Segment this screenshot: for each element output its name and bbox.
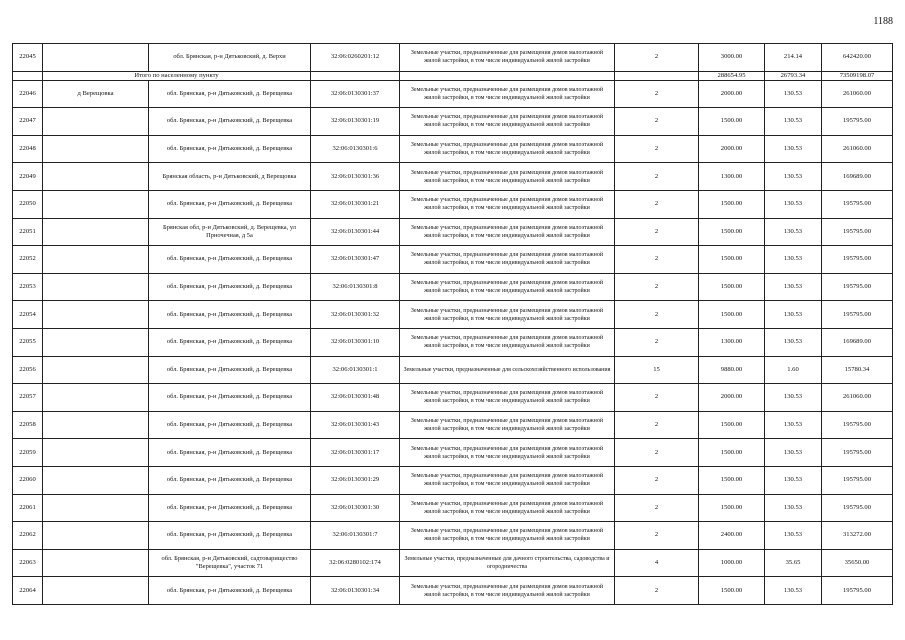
row-area: 2400.00 — [699, 522, 765, 550]
row-rate: 130.53 — [765, 246, 822, 274]
row-cadastre: 32:06:0130301:37 — [311, 80, 400, 108]
table-body — [13, 44, 893, 605]
row-rate: 130.53 — [765, 522, 822, 550]
table-row — [13, 494, 893, 522]
subtotal-empty-cell — [615, 71, 699, 80]
row-cadastre: 32:06:0130301:43 — [311, 411, 400, 439]
row-value: 195795.00 — [822, 108, 893, 136]
row-land-use: Земельные участки, предназначенные для размещения домов малоэтажной жилой застройки, в том числе индивидуальной жилой застройки — [400, 218, 615, 246]
row-area: 9880.00 — [699, 356, 765, 384]
row-id: 22053 — [13, 273, 43, 301]
table-row — [13, 439, 893, 467]
row-group: 15 — [615, 356, 699, 384]
row-settlement — [43, 218, 149, 246]
row-land-use: Земельные участки, предназначенные для размещения домов малоэтажной жилой застройки, в том числе индивидуальной жилой застройки — [400, 301, 615, 329]
row-group: 2 — [615, 328, 699, 356]
row-id: 22046 — [13, 80, 43, 108]
row-value: 195795.00 — [822, 577, 893, 605]
row-group: 2 — [615, 273, 699, 301]
row-id: 22055 — [13, 328, 43, 356]
row-id: 22063 — [13, 549, 43, 577]
row-settlement — [43, 494, 149, 522]
row-address: обл. Брянская, р-н Дятьковский, д. Верещевка — [149, 411, 311, 439]
row-land-use: Земельные участки, предназначенные для размещения домов малоэтажной жилой застройки, в том числе индивидуальной жилой застройки — [400, 135, 615, 163]
row-land-use: Земельные участки, предназначенные для дачного строительства, садоводства и огородничества — [400, 549, 615, 577]
row-id: 22052 — [13, 246, 43, 274]
row-settlement — [43, 328, 149, 356]
row-area: 2000.00 — [699, 135, 765, 163]
row-group: 2 — [615, 439, 699, 467]
row-id: 22048 — [13, 135, 43, 163]
row-cadastre: 32:06:0130301:48 — [311, 384, 400, 412]
row-rate: 130.53 — [765, 273, 822, 301]
row-group: 2 — [615, 301, 699, 329]
row-cadastre: 32:06:0130301:17 — [311, 439, 400, 467]
table-row — [13, 218, 893, 246]
row-settlement — [43, 549, 149, 577]
row-group: 2 — [615, 577, 699, 605]
row-id: 22049 — [13, 163, 43, 191]
row-rate: 130.53 — [765, 466, 822, 494]
subtotal-empty-cell — [13, 71, 43, 80]
row-settlement — [43, 411, 149, 439]
row-address: обл. Брянская, р-н Дятьковский, д. Верещевка — [149, 494, 311, 522]
row-id: 22051 — [13, 218, 43, 246]
row-cadastre: 32:06:0130301:21 — [311, 190, 400, 218]
row-area: 1500.00 — [699, 439, 765, 467]
row-group: 2 — [615, 44, 699, 72]
page-number: 1188 — [873, 16, 893, 27]
row-area: 1500.00 — [699, 577, 765, 605]
row-rate: 130.53 — [765, 135, 822, 163]
row-cadastre: 32:06:0130301:10 — [311, 328, 400, 356]
row-id: 22045 — [13, 44, 43, 72]
row-land-use: Земельные участки, предназначенные для размещения домов малоэтажной жилой застройки, в том числе индивидуальной жилой застройки — [400, 190, 615, 218]
row-area: 1500.00 — [699, 108, 765, 136]
subtotal-row — [13, 71, 893, 80]
row-value: 169689.00 — [822, 163, 893, 191]
row-settlement — [43, 273, 149, 301]
row-rate: 130.53 — [765, 439, 822, 467]
row-land-use: Земельные участки, предназначенные для размещения домов малоэтажной жилой застройки, в том числе индивидуальной жилой застройки — [400, 494, 615, 522]
row-rate: 1.60 — [765, 356, 822, 384]
row-area: 2000.00 — [699, 80, 765, 108]
subtotal-empty-cell — [311, 71, 400, 80]
row-settlement — [43, 356, 149, 384]
row-cadastre: 32:06:0130301:8 — [311, 273, 400, 301]
table-row — [13, 80, 893, 108]
row-settlement — [43, 577, 149, 605]
table-row — [13, 549, 893, 577]
row-land-use: Земельные участки, предназначенные для размещения домов малоэтажной жилой застройки, в том числе индивидуальной жилой застройки — [400, 384, 615, 412]
row-settlement — [43, 135, 149, 163]
row-group: 2 — [615, 80, 699, 108]
row-land-use: Земельные участки, предназначенные для размещения домов малоэтажной жилой застройки, в том числе индивидуальной жилой застройки — [400, 522, 615, 550]
subtotal-rate: 26793.34 — [765, 71, 822, 80]
table-row — [13, 135, 893, 163]
row-area: 1500.00 — [699, 301, 765, 329]
row-rate: 130.53 — [765, 328, 822, 356]
row-address: обл. Брянская, р-н Дятьковский, д. Верещевка — [149, 80, 311, 108]
row-value: 195795.00 — [822, 301, 893, 329]
row-value: 195795.00 — [822, 466, 893, 494]
row-land-use: Земельные участки, предназначенные для размещения домов малоэтажной жилой застройки, в том числе индивидуальной жилой застройки — [400, 246, 615, 274]
row-address: обл. Брянская, р-н Дятьковский, д. Верещевка — [149, 135, 311, 163]
row-settlement — [43, 44, 149, 72]
row-address: обл. Брянская, р-н Дятьковский, д. Верещевка — [149, 466, 311, 494]
row-area: 1500.00 — [699, 218, 765, 246]
row-address: обл. Брянская, р-н Дятьковский, д. Верещевка — [149, 328, 311, 356]
row-value: 261060.00 — [822, 135, 893, 163]
row-rate: 130.53 — [765, 80, 822, 108]
row-id: 22054 — [13, 301, 43, 329]
settlement-heading: д Верещовка — [43, 80, 149, 108]
row-value: 261060.00 — [822, 80, 893, 108]
row-land-use: Земельные участки, предназначенные для размещения домов малоэтажной жилой застройки, в том числе индивидуальной жилой застройки — [400, 44, 615, 72]
row-address: обл. Брянская, р-н Дятьковский, садтоварищество "Верещевка", участок 71 — [149, 549, 311, 577]
row-cadastre: 32:06:0130301:34 — [311, 577, 400, 605]
row-area: 1500.00 — [699, 190, 765, 218]
row-rate: 130.53 — [765, 577, 822, 605]
table-row — [13, 108, 893, 136]
row-cadastre: 32:06:0130301:47 — [311, 246, 400, 274]
row-rate: 130.53 — [765, 494, 822, 522]
row-address: обл. Брянская, р-н Дятьковский, д. Верещевка — [149, 301, 311, 329]
row-cadastre: 32:06:0130301:7 — [311, 522, 400, 550]
table-row — [13, 301, 893, 329]
row-id: 22061 — [13, 494, 43, 522]
row-group: 2 — [615, 466, 699, 494]
row-id: 22056 — [13, 356, 43, 384]
row-address: обл. Брянская, р-н Дятьковский, д. Верещевка — [149, 356, 311, 384]
row-cadastre: 32:06:0260201:12 — [311, 44, 400, 72]
row-group: 2 — [615, 522, 699, 550]
row-group: 2 — [615, 218, 699, 246]
row-rate: 130.53 — [765, 411, 822, 439]
row-id: 22060 — [13, 466, 43, 494]
row-value: 195795.00 — [822, 190, 893, 218]
table-row — [13, 246, 893, 274]
row-cadastre: 32:06:0130301:30 — [311, 494, 400, 522]
row-id: 22062 — [13, 522, 43, 550]
row-cadastre: 32:06:0130301:32 — [311, 301, 400, 329]
row-cadastre: 32:06:0130301:36 — [311, 163, 400, 191]
row-rate: 130.53 — [765, 301, 822, 329]
row-id: 22050 — [13, 190, 43, 218]
row-rate: 35.65 — [765, 549, 822, 577]
row-value: 195795.00 — [822, 439, 893, 467]
row-settlement — [43, 301, 149, 329]
table-row — [13, 190, 893, 218]
row-land-use: Земельные участки, предназначенные для размещения домов малоэтажной жилой застройки, в том числе индивидуальной жилой застройки — [400, 273, 615, 301]
row-id: 22059 — [13, 439, 43, 467]
row-land-use: Земельные участки, предназначенные для размещения домов малоэтажной жилой застройки, в том числе индивидуальной жилой застройки — [400, 328, 615, 356]
row-cadastre: 32:06:0130301:44 — [311, 218, 400, 246]
row-group: 2 — [615, 411, 699, 439]
row-settlement — [43, 163, 149, 191]
row-value: 261060.00 — [822, 384, 893, 412]
row-settlement — [43, 384, 149, 412]
row-value: 313272.00 — [822, 522, 893, 550]
row-settlement — [43, 246, 149, 274]
row-address: обл. Брянская, р-н Дятьковский, д. Верещевка — [149, 108, 311, 136]
row-value: 35650.00 — [822, 549, 893, 577]
row-value: 195795.00 — [822, 273, 893, 301]
row-address: обл. Брянская, р-н Дятьковский, д. Верещевка — [149, 384, 311, 412]
row-address: обл. Брянская, р-н Дятьковский, д. Верещевка — [149, 190, 311, 218]
row-settlement — [43, 466, 149, 494]
row-cadastre: 32:06:0130301:6 — [311, 135, 400, 163]
row-land-use: Земельные участки, предназначенные для размещения домов малоэтажной жилой застройки, в том числе индивидуальной жилой застройки — [400, 80, 615, 108]
table-row — [13, 466, 893, 494]
row-rate: 130.53 — [765, 108, 822, 136]
row-settlement — [43, 522, 149, 550]
row-rate: 130.53 — [765, 190, 822, 218]
row-cadastre: 32:06:0130301:29 — [311, 466, 400, 494]
row-value: 195795.00 — [822, 218, 893, 246]
cadastral-value-table — [12, 43, 893, 605]
row-rate: 130.53 — [765, 218, 822, 246]
table-row — [13, 44, 893, 72]
row-land-use: Земельные участки, предназначенные для размещения домов малоэтажной жилой застройки, в том числе индивидуальной жилой застройки — [400, 466, 615, 494]
row-rate: 130.53 — [765, 384, 822, 412]
subtotal-value: 73509198.07 — [822, 71, 893, 80]
row-settlement — [43, 439, 149, 467]
row-address: обл. Брянская, р-н Дятьковский, д. Верещевка — [149, 577, 311, 605]
row-value: 642420.00 — [822, 44, 893, 72]
row-group: 2 — [615, 135, 699, 163]
row-area: 3000.00 — [699, 44, 765, 72]
row-settlement — [43, 108, 149, 136]
table-row — [13, 273, 893, 301]
subtotal-empty-cell — [400, 71, 615, 80]
subtotal-area: 288654.95 — [699, 71, 765, 80]
row-group: 2 — [615, 246, 699, 274]
row-value: 195795.00 — [822, 494, 893, 522]
row-area: 1500.00 — [699, 246, 765, 274]
row-area: 1500.00 — [699, 466, 765, 494]
table-row — [13, 411, 893, 439]
table-row — [13, 328, 893, 356]
row-address: обл. Брянская, р-н Дятьковский, д. Верещевка — [149, 439, 311, 467]
row-group: 2 — [615, 163, 699, 191]
row-land-use: Земельные участки, предназначенные для размещения домов малоэтажной жилой застройки, в том числе индивидуальной жилой застройки — [400, 577, 615, 605]
row-area: 1300.00 — [699, 328, 765, 356]
row-group: 2 — [615, 384, 699, 412]
row-group: 2 — [615, 494, 699, 522]
row-area: 2000.00 — [699, 384, 765, 412]
row-id: 22057 — [13, 384, 43, 412]
row-area: 1300.00 — [699, 163, 765, 191]
row-id: 22058 — [13, 411, 43, 439]
row-area: 1500.00 — [699, 273, 765, 301]
row-group: 4 — [615, 549, 699, 577]
row-group: 2 — [615, 108, 699, 136]
row-cadastre: 32:06:0130301:19 — [311, 108, 400, 136]
row-land-use: Земельные участки, предназначенные для размещения домов малоэтажной жилой застройки, в том числе индивидуальной жилой застройки — [400, 411, 615, 439]
table-row — [13, 356, 893, 384]
row-value: 195795.00 — [822, 246, 893, 274]
row-land-use: Земельные участки, предназначенные для сельскохозяйственного использования — [400, 356, 615, 384]
row-id: 22064 — [13, 577, 43, 605]
row-value: 195795.00 — [822, 411, 893, 439]
row-area: 1500.00 — [699, 411, 765, 439]
row-address: обл. Брянская, р-н Дятьковский, д. Верещевка — [149, 522, 311, 550]
table-row — [13, 577, 893, 605]
row-value: 169689.00 — [822, 328, 893, 356]
row-id: 22047 — [13, 108, 43, 136]
row-cadastre: 32:06:0280102:174 — [311, 549, 400, 577]
table-row — [13, 522, 893, 550]
row-land-use: Земельные участки, предназначенные для размещения домов малоэтажной жилой застройки, в том числе индивидуальной жилой застройки — [400, 439, 615, 467]
row-address: обл. Брянская, р-н Дятьковский, д. Верещевка — [149, 246, 311, 274]
row-area: 1500.00 — [699, 494, 765, 522]
row-cadastre: 32:06:0130301:1 — [311, 356, 400, 384]
row-group: 2 — [615, 190, 699, 218]
row-land-use: Земельные участки, предназначенные для размещения домов малоэтажной жилой застройки, в том числе индивидуальной жилой застройки — [400, 108, 615, 136]
row-address: обл. Брянская, р-н Дятьковский, д. Верещевка — [149, 273, 311, 301]
row-address: Брянская обл, р-н Дятьковский, д. Верещевка, ул Прночечная, д 5а — [149, 218, 311, 246]
table-row — [13, 163, 893, 191]
row-rate: 214.14 — [765, 44, 822, 72]
table-row — [13, 384, 893, 412]
row-address: Брянская область, р-н Дятьковский, д Верещовка — [149, 163, 311, 191]
row-area: 1000.00 — [699, 549, 765, 577]
row-rate: 130.53 — [765, 163, 822, 191]
row-settlement — [43, 190, 149, 218]
row-address: обл. Брянская, р-н Дятьковский, д. Верхи — [149, 44, 311, 72]
row-value: 15780.34 — [822, 356, 893, 384]
subtotal-label: Итого по населенному пункту — [43, 71, 311, 80]
row-land-use: Земельные участки, предназначенные для размещения домов малоэтажной жилой застройки, в том числе индивидуальной жилой застройки — [400, 163, 615, 191]
